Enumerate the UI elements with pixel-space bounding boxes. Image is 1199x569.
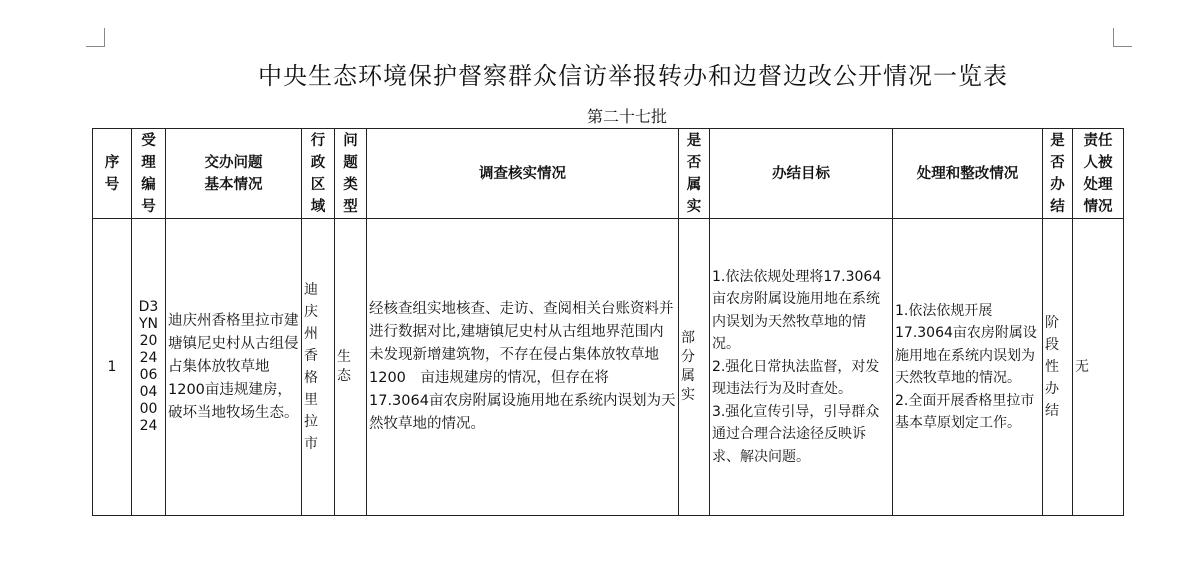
header-accountability: 责任 人被 处理 情况 <box>1073 129 1124 219</box>
header-verified: 是 否 属 实 <box>679 129 710 219</box>
header-case-id: 受 理 编 号 <box>132 129 166 219</box>
header-handling: 处理和整改情况 <box>893 129 1043 219</box>
cell-index: 1 <box>93 219 132 516</box>
cell-closed: 阶 段 性 办 结 <box>1043 219 1073 516</box>
cell-region: 迪 庆 州 香 格 里 拉 市 <box>302 219 335 516</box>
header-index: 序 号 <box>93 129 132 219</box>
batch-label: 第二十七批 <box>586 107 667 126</box>
cell-basic-info: 迪庆州香格里拉市建塘镇尼史村从古组侵占集体放牧草地1200亩违规建房，破坏当地牧场生态。 <box>166 219 302 516</box>
crop-mark-top-right <box>1113 28 1132 47</box>
header-closed: 是 否 办 结 <box>1043 129 1073 219</box>
table-row <box>93 219 1124 516</box>
report-table <box>92 128 1124 516</box>
header-row <box>93 129 1124 219</box>
header-type: 问 题 类 型 <box>335 129 367 219</box>
header-goal: 办结目标 <box>710 129 893 219</box>
header-region: 行 政 区 域 <box>302 129 335 219</box>
cell-verified: 部 分 属 实 <box>679 219 710 516</box>
cell-type: 生 态 <box>335 219 367 516</box>
header-basic-info: 交办问题 基本情况 <box>166 129 302 219</box>
cell-accountability: 无 <box>1073 219 1124 516</box>
cell-handling: 1.依法依规开展17.3064亩农房附属设施用地在系统内误划为天然牧草地的情况。 2.全面开展香格里拉市基本草原划定工作。 <box>893 219 1043 516</box>
cell-investigation: 经核查组实地核查、走访、查阅相关台账资料并进行数据对比,建塘镇尼史村从古组地界范围内未发现新增建筑物，不存在侵占集体放牧草地 1200 亩违规建房的情况，但存在将 17.3064亩农房附属设施用地在系统内误划为天然牧草地的情况。 <box>367 219 679 516</box>
cell-case-id: D3 YN 20 24 06 04 00 24 <box>132 219 166 516</box>
document-title: 中央生态环境保护督察群众信访举报转办和边督边改公开情况一览表 <box>258 62 1008 90</box>
cell-goal: 1.依法依规处理将17.3064 亩农房附属设施用地在系统内误划为天然牧草地的情况。 2.强化日常执法监督，对发现违法行为及时查处。 3.强化宣传引导，引导群众通过合理合法途径反映诉求、解决问题。 <box>710 219 893 516</box>
crop-mark-top-left <box>86 28 105 47</box>
header-investigation: 调查核实情况 <box>367 129 679 219</box>
